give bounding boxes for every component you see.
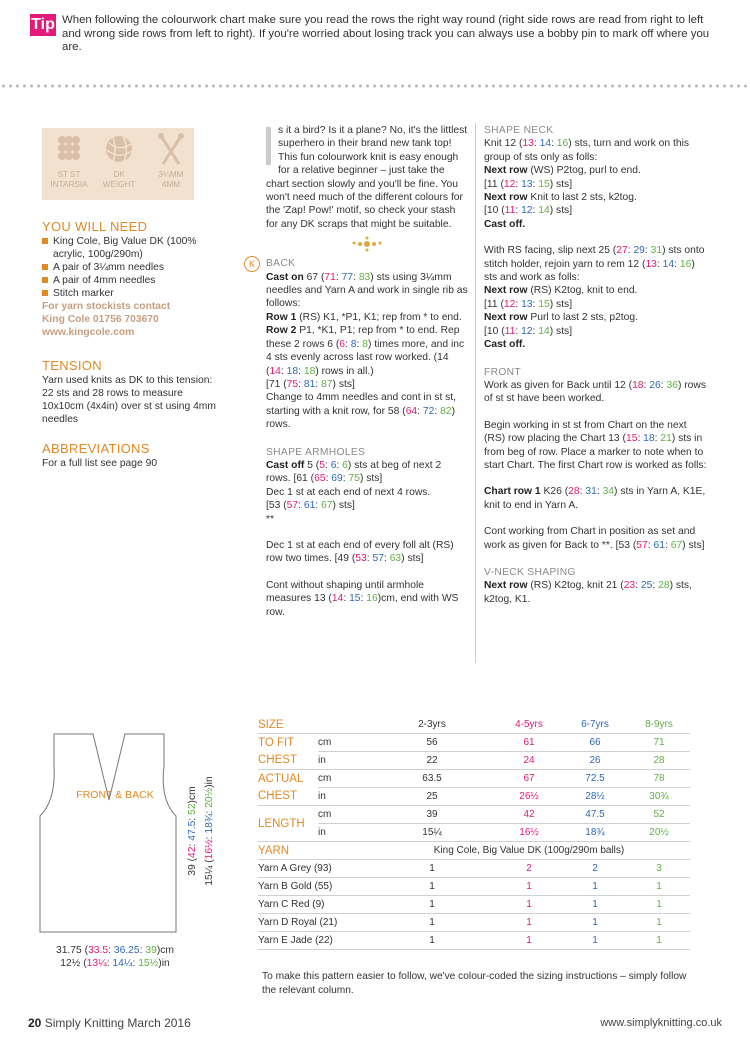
table-row: [258, 716, 690, 734]
size-col-1: 2-3yrs: [368, 716, 496, 734]
neck-cast-off-2: Cast off.: [484, 339, 526, 351]
actual-label: ACTUAL: [258, 772, 304, 785]
front-cont-working: Cont working from Chart in position as set and work as given for Back to **. [53 (57: 61: 67) sts]: [484, 526, 705, 551]
armholes-cast-off: Cast off 5 (5: 6: 6) sts at beg of next 2 rows. [61 (65: 69: 75) sts]: [266, 459, 442, 485]
footer-url[interactable]: www.simplyknitting.co.uk: [600, 1017, 722, 1029]
table-row: TO FIT cm 56 61 66 71: [258, 734, 690, 752]
abbreviations-heading: ABBREVIATIONS: [42, 441, 150, 456]
yarn-name: King Cole, Big Value DK (100g/290m balls): [368, 842, 690, 860]
table-row: LENGTH cm 39 42 47.5 52: [258, 806, 690, 824]
stockists-link[interactable]: www.kingcole.com: [42, 327, 135, 338]
you-will-need-heading: YOU WILL NEED: [42, 219, 148, 234]
size-col-2: 4-5yrs: [496, 716, 562, 734]
footer-left: 20 Simply Knitting March 2016: [28, 1016, 191, 1030]
armholes-dec-1: Dec 1 st at each end of next 4 rows.: [266, 486, 431, 498]
width-measure-cm: 31.75 (33.5: 36.25: 39)cm: [55, 945, 174, 956]
neck-count-1: [11 (12: 13: 15) sts]: [484, 178, 573, 190]
pattern-info-icons: [42, 128, 194, 200]
abbreviations-section: [42, 442, 222, 470]
height-measure-in: 15¼ (16½: 18¾: 20½)in: [204, 776, 215, 886]
back-cast-on: Cast on 67 (71: 77: 83) sts using 3¼mm needles and Yarn A and work in single rib as follows:: [266, 271, 468, 310]
you-will-need-section: [42, 220, 222, 339]
neck-next-row-3: Next row (RS) K2tog, knit to end.: [484, 285, 638, 297]
front-work: Work as given for Back until 12 (18: 26: 36) rows of st st have been worked.: [484, 379, 706, 405]
back-heading-row: [248, 257, 468, 270]
neck-next-row-2: Next row Knit to last 2 sts, k2tog.: [484, 192, 637, 204]
shape-armholes-heading: SHAPE ARMHOLES: [266, 446, 366, 458]
front-begin: Begin working in st st from Chart on the next (RS) row placing the Chart 13 (15: 18: 21) sts in from beg of row. Place a marker to note when to start Chart. The first Chart row is worked as folls:: [484, 419, 707, 471]
icon-label-weight: DK WEIGHT: [102, 170, 136, 189]
column-divider: [475, 123, 476, 663]
back-count-1: [71 (75: 81: 87) sts]: [266, 378, 355, 390]
table-row: Yarn E Jade (22) 1 1 1 1: [258, 932, 690, 950]
to-fit-chest-label: CHEST: [258, 752, 318, 770]
v-neck-heading: V-NECK SHAPING: [484, 566, 576, 578]
tip-badge: Tip: [30, 14, 56, 36]
table-row: CHEST in 25 26½ 28½ 30¾: [258, 788, 690, 806]
list-item: A pair of 3¼mm needles: [42, 261, 222, 274]
dropcap: [266, 127, 271, 165]
list-item: A pair of 4mm needles: [42, 274, 222, 287]
front-heading: FRONT: [484, 366, 521, 378]
v-neck-next-row: Next row (RS) K2tog, knit 21 (23: 25: 28) sts, k2tog, K1.: [484, 580, 692, 605]
size-table: [258, 716, 690, 950]
front-chart-row-1: Chart row 1 K26 (28: 31: 34) sts in Yarn A, K1E, knit to end in Yarn A.: [484, 486, 706, 511]
width-measure: [30, 944, 200, 970]
list-item: King Cole, Big Value DK (100% acrylic, 100g/290m): [42, 235, 222, 261]
list-item: Stitch marker: [42, 287, 222, 300]
neck-next-row-1: Next row (WS) P2tog, purl to end.: [484, 165, 641, 177]
pattern-column-3: [484, 124, 709, 606]
length-label: LENGTH: [258, 806, 318, 842]
tension-text: Yarn used knits as DK to this tension: 22 sts and 28 rows to measure 10x10cm (4x4in) over st st using 4mm needles: [42, 375, 216, 425]
abbreviations-text: For a full list see page 90: [42, 458, 158, 469]
tension-heading: TENSION: [42, 358, 102, 373]
neck-knit: Knit 12 (13: 14: 16) sts, turn and work on this group of sts only as folls:: [484, 138, 690, 163]
stockists-line-2: King Cole 01756 703670: [42, 314, 159, 325]
armholes-cont: Cont without shaping until armhole measures 13 (14: 15: 16)cm, end with WS row.: [266, 579, 459, 618]
tension-section: [42, 359, 222, 426]
intro-text: s it a bird? Is it a plane? No, it's the littlest superhero in their brand new tank top! This fun colourwork knit is easy enough for a relative beginner – just take the chart section slowly and you'll be fine. You won't need much of the different colours for the 'Zap! Pow!' motif, so check your stash for any DK scraps that might be suitable.: [266, 125, 468, 230]
back-change-needles: Change to 4mm needles and cont in st st, starting with a knit row, for 58 (64: 72: 82) rows.: [266, 392, 457, 431]
neck-slip: With RS facing, slip next 25 (27: 29: 31) sts onto stitch holder, rejoin yarn to rem 12 (13: 14: 16) sts and work as folls:: [484, 245, 705, 284]
armholes-stars: **: [266, 513, 275, 525]
knit-badge-icon: K: [244, 256, 260, 272]
table-row: Yarn A Grey (93) 1 2 2 3: [258, 860, 690, 878]
needles-icon: [157, 132, 185, 166]
size-label: SIZE: [258, 716, 318, 734]
table-row: in 15¼ 16½ 18¾ 20½: [258, 824, 690, 842]
table-row: Yarn B Gold (55) 1 1 1 1: [258, 878, 690, 896]
table-row: [258, 842, 690, 860]
yarn-label: YARN: [258, 842, 318, 860]
icon-label-stitch: ST ST INTARSIA: [50, 170, 88, 189]
colour-code-note: To make this pattern easier to follow, we've colour-coded the sizing instructions – simply follow the relevant column.: [262, 971, 687, 996]
back-row-1: Row 1 (RS) K1, *P1, K1; rep from * to end.: [266, 311, 462, 323]
icon-label-needles: 3¼MM 4MM: [158, 170, 184, 189]
height-measure-cm: 39 (42: 47.5: 52)cm: [187, 786, 198, 876]
armholes-dec-2: Dec 1 st at each end of every foll alt (RS) row two times. [49 (53: 57: 63) sts]: [266, 539, 454, 565]
yarn-ball-icon: [105, 134, 133, 166]
size-col-4: 8-9yrs: [628, 716, 690, 734]
ornament-divider: [266, 235, 468, 253]
shape-neck-heading: SHAPE NECK: [484, 125, 554, 136]
width-measure-in: 12½ (13¼: 14¼: 15½)in: [60, 958, 170, 969]
table-row: CHEST in 22 24 26 28: [258, 752, 690, 770]
pattern-column-2: [248, 124, 468, 619]
neck-next-row-4: Next row Purl to last 2 sts, p2tog.: [484, 312, 638, 324]
back-row-2: Row 2 P1, *K1, P1; rep from * to end. Rep these 2 rows 6 (6: 8: 8) times more, and inc 4 sts evenly across last row worked. (14 (14: 18: 18) rows in all.): [266, 325, 465, 377]
neck-cast-off: Cast off.: [484, 218, 526, 230]
table-row: ACTUAL cm 63.5 67 72.5 78: [258, 770, 690, 788]
neck-count-2: [10 (11: 12: 14) sts]: [484, 205, 573, 217]
garment-schematic: [28, 732, 188, 942]
to-fit-label: TO FIT: [258, 736, 295, 749]
back-heading: BACK: [266, 258, 296, 270]
table-row: Yarn C Red (9) 1 1 1 1: [258, 896, 690, 914]
neck-count-4: [10 (11: 12: 14) sts]: [484, 325, 573, 337]
dotted-divider: [0, 84, 750, 88]
table-row: Yarn D Royal (21) 1 1 1 1: [258, 914, 690, 932]
armholes-count-1: [53 (57: 61: 67) sts]: [266, 500, 355, 512]
diagram-label: FRONT & BACK: [76, 789, 154, 801]
actual-chest-label: CHEST: [258, 788, 318, 806]
size-col-3: 6-7yrs: [562, 716, 628, 734]
stockists-line-1: For yarn stockists contact: [42, 301, 171, 312]
neck-count-3: [11 (12: 13: 15) sts]: [484, 298, 573, 310]
tip-text: When following the colourwork chart make sure you read the rows the right way round (right side rows are read from right to left and wrong side rows from left to right). If you're worried about losing track you can always use a bobby pin to mark off where you are.: [62, 14, 710, 53]
st-st-intarsia-icon: [56, 134, 82, 166]
